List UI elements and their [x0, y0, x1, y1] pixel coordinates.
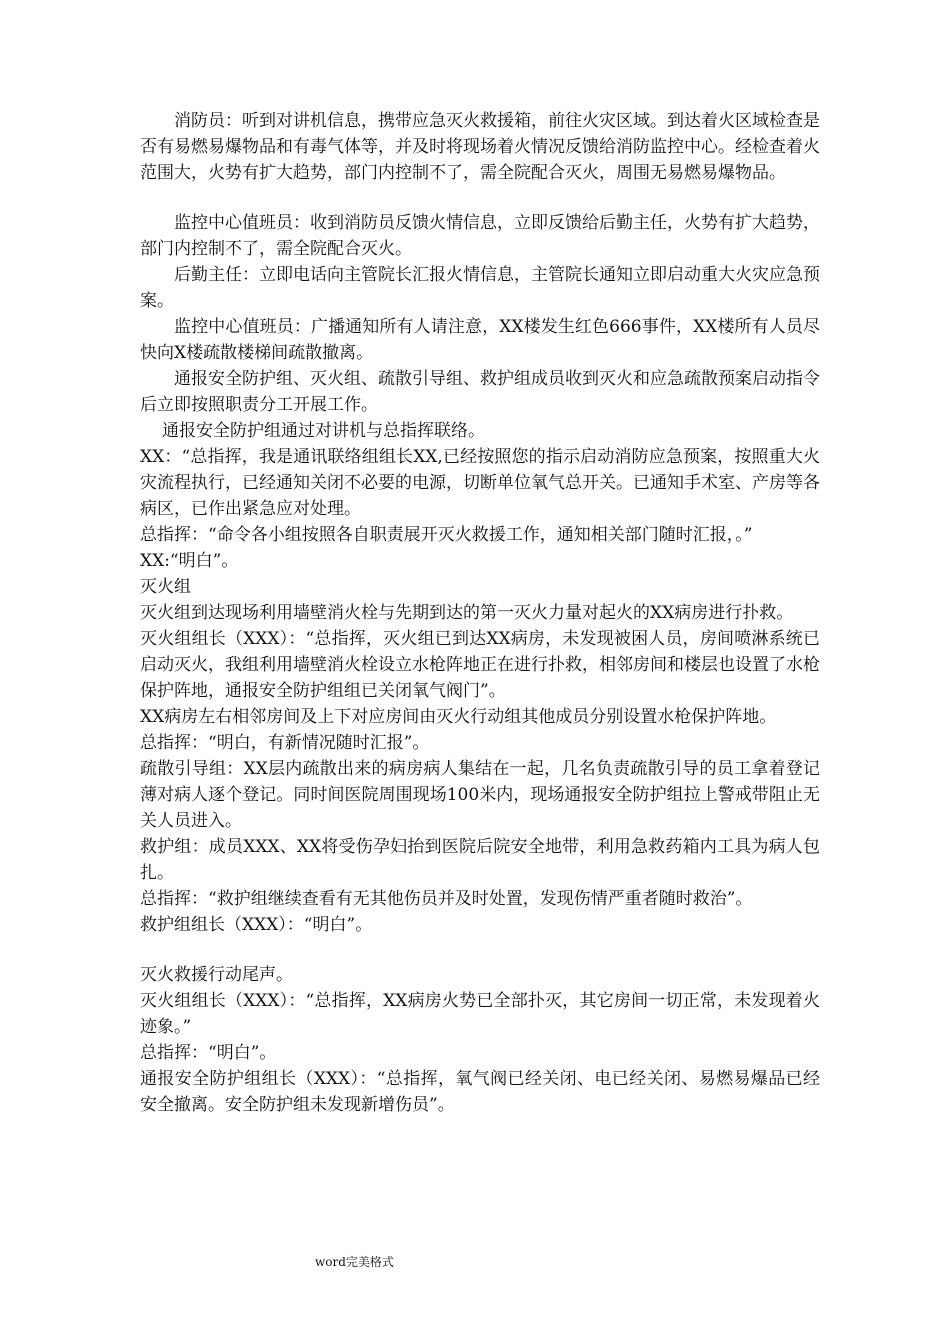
paragraph-commander-order: 总指挥：“命令各小组按照各自职责展开灭火救援工作，通知相关部门随时汇报，。”	[140, 525, 753, 545]
document-body	[140, 108, 820, 1118]
paragraph-commander-rescue-order: 总指挥：“救护组继续查看有无其他伤员并及时处置，发现伤情严重者随时救治”。	[140, 889, 753, 909]
paragraph-logistics-director: 后勤主任：立即电话向主管院长汇报火情信息，主管院长通知立即启动重大火灾应急预案。	[140, 265, 820, 311]
paragraph-firefighter-report: 消防员：听到对讲机信息，携带应急灭火救援箱，前往火灾区域。到达着火区域检查是否有易燃易爆物品和有毒气体等，并及时将现场着火情况反馈给消防监控中心。经检查着火范围大，火势有扩大趋势，部门内控制不了，需全院配合灭火，周围无易燃易爆物品。	[140, 111, 820, 183]
paragraph-adjacent-rooms: XX病房左右相邻房间及上下对应房间由灭火行动组其他成员分别设置水枪保护阵地。	[140, 707, 777, 727]
paragraph-monitor-broadcast: 监控中心值班员：广播通知所有人请注意，XX楼发生红色666事件，XX楼所有人员尽快向X楼疏散楼梯间疏散撤离。	[140, 317, 820, 363]
paragraph-firefighting-arrive: 灭火组到达现场利用墙壁消火栓与先期到达的第一灭火力量对起火的XX病房进行扑救。	[140, 603, 794, 623]
paragraph-safety-contact: 通报安全防护组通过对讲机与总指挥联络。	[162, 421, 485, 441]
paragraph-rescue-group: 救护组：成员XXX、XX将受伤孕妇抬到医院后院安全地带，利用急救药箱内工具为病人包扎。	[140, 837, 820, 883]
paragraph-firefighting-final-report: 灭火组组长（XXX）：“总指挥，XX病房火势已全部扑灭，其它房间一切正常，未发现着火迹象。”	[140, 991, 820, 1037]
paragraph-monitor-feedback: 监控中心值班员：收到消防员反馈火情信息，立即反馈给后勤主任，火势有扩大趋势，部门内控制不了，需全院配合灭火。	[140, 213, 820, 259]
page-footer: word完美格式	[315, 1255, 394, 1269]
paragraph-safety-leader-final-report: 通报安全防护组组长（XXX）：“总指挥，氧气阀已经关闭、电已经关闭、易燃易爆品已经安全撤离。安全防护组未发现新增伤员”。	[140, 1069, 820, 1115]
paragraph-xx-ack: XX:“明白”。	[140, 551, 239, 571]
paragraph-operation-end: 灭火救援行动尾声。	[140, 965, 293, 985]
paragraph-notify-groups: 通报安全防护组、灭火组、疏散引导组、救护组成员收到灭火和应急疏散预案启动指令后立即按照职责分工开展工作。	[140, 369, 820, 415]
paragraph-commander-ack-1: 总指挥：“明白，有新情况随时汇报”。	[140, 733, 430, 753]
paragraph-commander-ack-2: 总指挥：“明白”。	[140, 1043, 277, 1063]
paragraph-xx-report: XX：“总指挥，我是通讯联络组组长XX,已经按照您的指示启动消防应急预案，按照重大火灾流程执行，已经通知关闭不必要的电源，切断单位氧气总开关。已通知手术室、产房等各病区，已作出紧急应对处理。	[140, 447, 820, 519]
paragraph-evacuation-group: 疏散引导组：XX层内疏散出来的病房病人集结在一起，几名负责疏散引导的员工拿着登记薄对病人逐个登记。同时间医院周围现场100米内，现场通报安全防护组拉上警戒带阻止无关人员进入。	[140, 759, 820, 831]
section-heading-firefighting-group: 灭火组	[140, 577, 191, 597]
paragraph-firefighting-leader-report: 灭火组组长（XXX）：“总指挥，灭火组已到达XX病房，未发现被困人员，房间喷淋系统已启动灭火，我组利用墙壁消火栓设立水枪阵地正在进行扑救，相邻房间和楼层也设置了水枪保护阵地，通报安全防护组组已关闭氧气阀门”。	[140, 629, 820, 701]
paragraph-rescue-leader-ack: 救护组组长（XXX）：“明白”。	[140, 915, 373, 935]
